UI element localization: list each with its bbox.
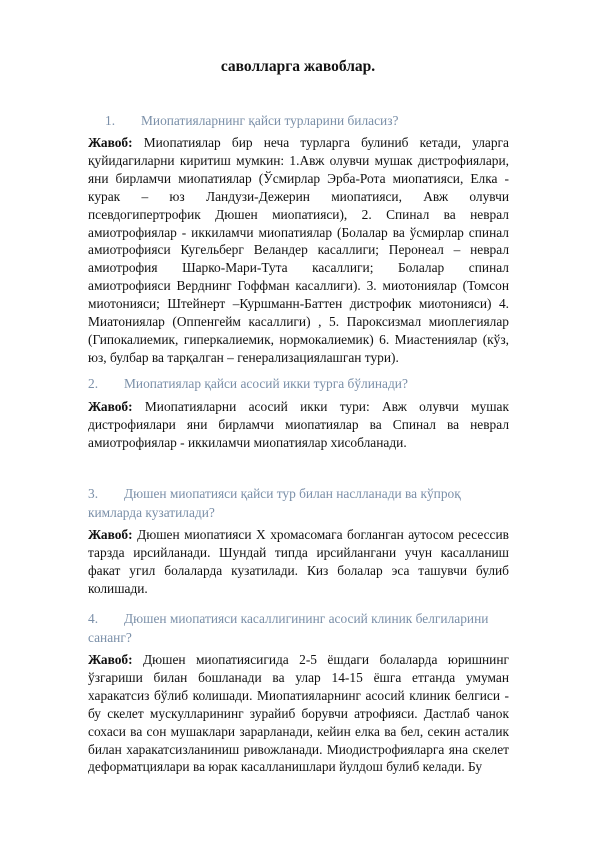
- question-number: 4.: [88, 611, 99, 626]
- answer-paragraph-3: [88, 526, 509, 598]
- answer-text: Миопатияларни асосий икки тури: Авж олувчи мушак дистрофиялари яни бирламчи миопатиялар ва Спинал ва неврал амиотрофиялар - иккиламчи миопатиялар хисобланади.: [88, 399, 509, 450]
- question-heading-2: [88, 374, 509, 393]
- question-heading-4: [88, 609, 509, 647]
- question-number: 1.: [105, 113, 116, 128]
- answer-label: Жавоб:: [88, 527, 133, 542]
- answer-label: Жавоб:: [88, 135, 133, 150]
- question-number: 2.: [88, 376, 99, 391]
- question-text: Дюшен миопатияси касаллигининг асосий клиник белгиларини сананг?: [88, 611, 489, 645]
- question-heading-1: [105, 111, 525, 130]
- answer-text: Миопатиялар бир неча турларга булиниб кетади, уларга қуйидагиларни киритиш мумкин: 1.Авж олувчи мушак дистрофиялари, яни бирламчи миопатиялар (Ўсмирлар Эрба-Рота миопатияси, Елка - курак – юз Ландузи-Дежерин миопатияси, Авж олувчи псевдогипертрофик Дюшен миопатияси), 2. Спинал ва неврал амиотрофиялар - иккиламчи миопатиялар (Болалар ва ўсмирлар спинал амиотрофияси Кугельберг Веландер касаллиги; Перонеал – неврал амиотрофия Шарко-Мари-Тута касаллиги; Болалар спинал амиотрофияси Верднинг Гоффман касаллиги). 3. миотониялар (Томсон миотонияси; Штейнерт –Куршманн-Баттен дистрофик миотонияси) 4. Миатониялар (Оппенгейм касаллиги) , 5. Пароксизмал миоплегиялар (Гипокалиемик, гиперкалиемик, нормокалиемик) 6. Миастениялар (кўз, юз, булбар ва тарқалган – генерализациялашган тури).: [88, 135, 509, 365]
- answer-label: Жавоб:: [88, 652, 133, 667]
- question-text: Миопатиялар қайси асосий икки турга бўлинади?: [124, 376, 408, 391]
- question-heading-3: [88, 484, 509, 522]
- answer-paragraph-1: [88, 134, 509, 367]
- answer-paragraph-4: [88, 651, 509, 776]
- answer-text: Дюшен миопатиясигида 2-5 ёшдаги болаларда юришнинг ўзгариши билан бошланади ва улар 14-15 ёшга етганда умуман харакатсиз бўлиб колишади. Миопатияларнинг асосий клиник белгиси - бу скелет мускулларининг зурайиб борувчи атрофияси. Дастлаб чанок сохаси ва сон мушаклари зарарланади, кейин елка ва бел, секин асталик билан харакатсизланиниш ривожланади. Миодистрофияларга яна скелет деформатциялари ва юрак касалланишлари йулдош булиб келади. Бу: [88, 652, 509, 775]
- answer-paragraph-2: [88, 398, 509, 452]
- question-text: Миопатияларнинг қайси турларини биласиз?: [141, 113, 399, 128]
- answer-label: Жавоб:: [88, 399, 133, 414]
- question-number: 3.: [88, 486, 99, 501]
- answer-text: Дюшен миопатияси Х хромасомага богланган аутосом ресессив тарзда ирсийланади. Шундай типда ирсийлангани учун касалланиш факат угил болаларда кузатилади. Киз болалар эса ташувчи булиб колишади.: [88, 527, 509, 596]
- question-text: Дюшен миопатияси қайси тур билан наслланади ва кўпроқ кимларда кузатилади?: [88, 486, 461, 520]
- page-title: саволларга жавоблар.: [220, 58, 376, 75]
